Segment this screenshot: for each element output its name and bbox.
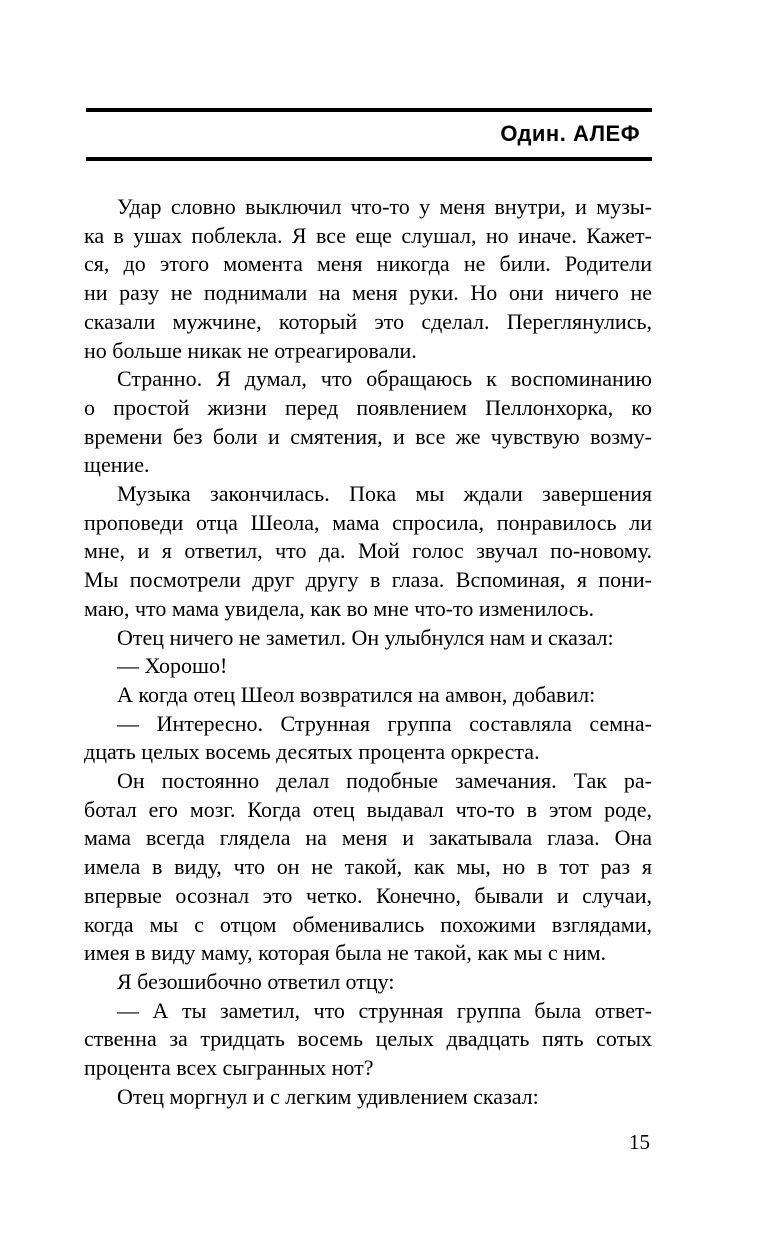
paragraph bbox=[84, 652, 652, 681]
paragraph bbox=[84, 1083, 652, 1112]
text-line: щение. bbox=[84, 452, 150, 478]
text-line: имела в виду, что он не такой, как мы, но в тот раз я bbox=[84, 854, 652, 880]
text-line: Странно. Я думал, что обращаюсь к воспоминанию bbox=[117, 366, 652, 392]
paragraph bbox=[84, 710, 652, 767]
text-line: маю, что мама увидела, как во мне что-то изменилось. bbox=[84, 595, 595, 621]
paragraph bbox=[84, 681, 652, 710]
text-line: времени без боли и смятения, и все же чувствую возму- bbox=[84, 423, 652, 449]
text-line: Мы посмотрели друг другу в глаза. Вспоминая, я пони- bbox=[84, 567, 652, 593]
text-line: сказали мужчине, который это сделал. Переглянулись, bbox=[84, 308, 652, 334]
text-line: проповеди отца Шеола, мама спросила, понравилось ли bbox=[84, 509, 652, 535]
running-header: Один. АЛЕФ bbox=[500, 121, 640, 146]
text-line: — Хорошо! bbox=[117, 653, 228, 679]
text-line: мне, и я ответил, что да. Мой голос звучал по-новому. bbox=[84, 538, 652, 564]
text-line: но больше никак не отреагировали. bbox=[84, 337, 417, 363]
text-line: Он постоянно делал подобные замечания. Так ра- bbox=[117, 768, 652, 794]
paragraph bbox=[84, 365, 652, 480]
text-line: когда мы с отцом обменивались похожими взглядами, bbox=[84, 911, 652, 937]
text-line: ственна за тридцать восемь целых двадцать пять сотых bbox=[84, 1026, 652, 1052]
paragraph bbox=[84, 624, 652, 653]
text-line: о простой жизни перед появлением Пеллонхорка, ко bbox=[84, 394, 652, 420]
text-line: ни разу не поднимали на меня руки. Но они ничего не bbox=[84, 280, 652, 306]
paragraph bbox=[84, 997, 652, 1083]
text-line: процента всех сыгранных нот? bbox=[84, 1055, 374, 1081]
header-rule-top bbox=[86, 108, 652, 112]
text-line: Отец моргнул и с легким удивлением сказал: bbox=[117, 1083, 539, 1109]
text-line: — Интересно. Струнная группа составляла семна- bbox=[117, 710, 652, 736]
text-line: ся, до этого момента меня никогда не били. Родители bbox=[84, 251, 652, 277]
paragraph bbox=[84, 193, 652, 365]
text-line: Удар словно выключил что-то у меня внутри, и музы- bbox=[117, 194, 652, 219]
page-number: 15 bbox=[629, 1130, 650, 1154]
text-line: — А ты заметил, что струнная группа была ответ- bbox=[117, 997, 652, 1023]
text-line: впервые осознал это четко. Конечно, бывали и случаи, bbox=[84, 882, 652, 908]
paragraph bbox=[84, 968, 652, 997]
text-line: мама всегда глядела на меня и закатывала глаза. Она bbox=[84, 825, 652, 851]
text-line: ка в ушах поблекла. Я все еще слушал, но иначе. Кажет- bbox=[84, 222, 652, 248]
text-line: Отец ничего не заметил. Он улыбнулся нам и сказал: bbox=[117, 624, 614, 650]
paragraph bbox=[84, 767, 652, 968]
header-rule-bottom bbox=[86, 157, 652, 161]
text-line: А когда отец Шеол возвратился на амвон, добавил: bbox=[117, 681, 596, 707]
text-line: ботал его мозг. Когда отец выдавал что-то в этом роде, bbox=[84, 796, 652, 822]
body-text bbox=[84, 193, 652, 1112]
text-line: Я безошибочно ответил отцу: bbox=[117, 968, 395, 994]
text-line: Музыка закончилась. Пока мы ждали завершения bbox=[117, 481, 652, 507]
text-line: дцать целых восемь десятых процента оркреста. bbox=[84, 739, 540, 765]
paragraph bbox=[84, 480, 652, 624]
text-line: имея в виду маму, которая была не такой, как мы с ним. bbox=[84, 940, 607, 966]
